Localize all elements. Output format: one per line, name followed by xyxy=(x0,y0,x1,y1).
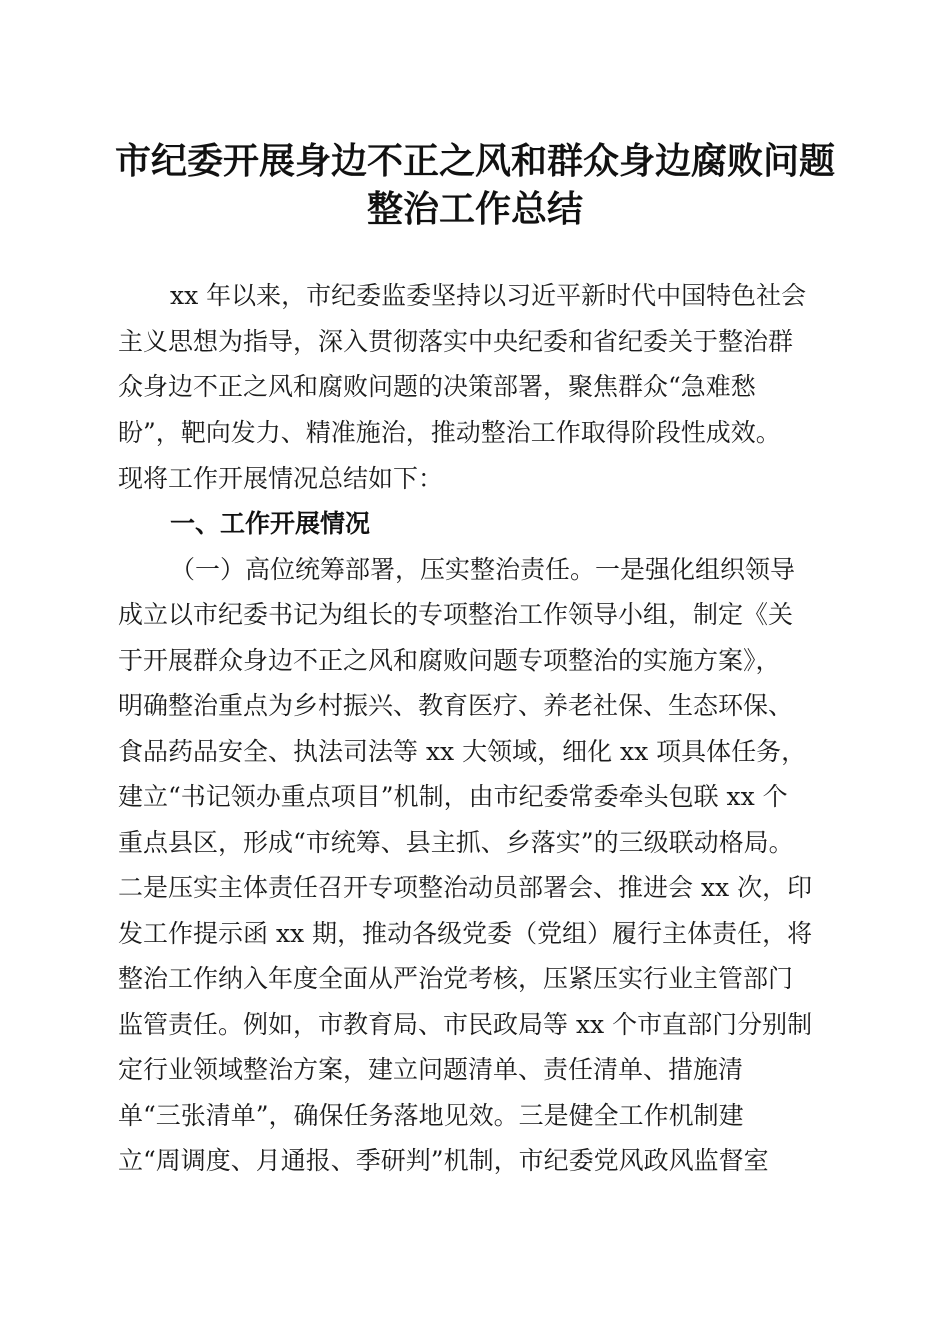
document-title-line-2: 整治工作总结 xyxy=(366,188,583,230)
document-title-line-1: 市纪委开展身边不正之风和群众身边腐败问题 xyxy=(114,140,835,182)
body-line-13: 单“三张清单”，确保任务落地见效。三是健全工作机制建 xyxy=(118,1101,744,1130)
intro-line-2: 主义思想为指导，深入贯彻落实中央纪委和省纪委关于整治群 xyxy=(118,327,794,356)
body-line-6: 建立“书记领办重点项目”机制，由市纪委常委牵头包联 xx 个 xyxy=(118,782,788,811)
body-line-11: 监管责任。例如，市教育局、市民政局等 xx 个市直部门分别制 xyxy=(118,1010,813,1039)
body-line-8: 二是压实主体责任召开专项整治动员部署会、推进会 xx 次，印 xyxy=(118,873,813,902)
body-line-3: 于开展群众身边不正之风和腐败问题专项整治的实施方案》， xyxy=(118,646,781,675)
body-line-2: 成立以市纪委书记为组长的专项整治工作领导小组，制定《关 xyxy=(118,600,794,629)
intro-line-4: 盼”，靶向发力、精准施治，推动整治工作取得阶段性成效。 xyxy=(118,418,781,447)
body-line-1: （一）高位统筹部署，压实整治责任。一是强化组织领导 xyxy=(170,555,796,584)
intro-line-3: 众身边不正之风和腐败问题的决策部署，聚焦群众“急难愁 xyxy=(118,372,756,401)
body-line-12: 定行业领域整治方案，建立问题清单、责任清单、措施清 xyxy=(118,1055,744,1084)
body-line-9: 发工作提示函 xx 期，推动各级党委（党组）履行主体责任，将 xyxy=(118,919,813,948)
body-line-5: 食品药品安全、执法司法等 xx 大领域，细化 xx 项具体任务， xyxy=(118,737,807,766)
body-line-4: 明确整治重点为乡村振兴、教育医疗、养老社保、生态环保、 xyxy=(118,691,794,720)
section-heading: 一、工作开展情况 xyxy=(170,509,371,538)
intro-line-5: 现将工作开展情况总结如下： xyxy=(118,464,444,493)
body-line-14: 立“周调度、月通报、季研判”机制，市纪委党风政风监督室 xyxy=(118,1146,769,1175)
body-line-10: 整治工作纳入年度全面从严治党考核，压紧压实行业主管部门 xyxy=(118,964,794,993)
body-line-7: 重点县区，形成“市统筹、县主抓、乡落实”的三级联动格局。 xyxy=(118,828,794,857)
intro-line-1: xx 年以来，市纪委监委坚持以习近平新时代中国特色社会 xyxy=(170,281,807,310)
